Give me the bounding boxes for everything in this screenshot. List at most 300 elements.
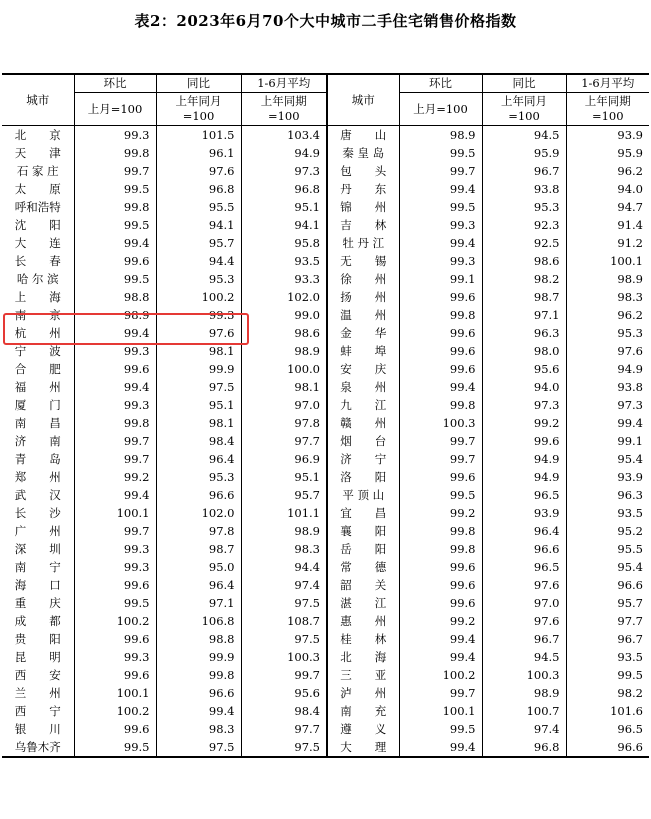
mom-value: 99.6 [74, 576, 156, 594]
mom-value: 100.2 [74, 702, 156, 720]
avg-value: 97.5 [241, 594, 327, 612]
mom-value: 100.3 [399, 414, 482, 432]
table-row [2, 306, 649, 324]
yoy-value: 94.9 [482, 450, 566, 468]
avg-value: 95.8 [241, 234, 327, 252]
city-name: 惠 州 [327, 612, 399, 630]
table-row [2, 180, 649, 198]
mom-value: 99.4 [399, 738, 482, 757]
avg-value: 97.4 [241, 576, 327, 594]
yoy-value: 96.6 [482, 540, 566, 558]
avg-value: 97.3 [241, 162, 327, 180]
yoy-value: 100.3 [482, 666, 566, 684]
yoy-value: 94.9 [482, 468, 566, 486]
mom-value: 100.1 [74, 684, 156, 702]
avg-value: 96.2 [566, 306, 649, 324]
yoy-value: 93.9 [482, 504, 566, 522]
mom-value: 99.6 [399, 360, 482, 378]
table-row [2, 684, 649, 702]
mom-value: 99.8 [74, 144, 156, 162]
city-name: 乌鲁木齐 [14, 740, 61, 754]
avg-value: 95.1 [241, 468, 327, 486]
avg-value: 99.1 [566, 432, 649, 450]
city-name: 杭 州 [14, 326, 61, 340]
avg-value: 96.3 [566, 486, 649, 504]
avg-value: 97.6 [566, 342, 649, 360]
avg-value: 91.4 [566, 216, 649, 234]
mom-value: 100.1 [74, 504, 156, 522]
yoy-value: 98.4 [156, 432, 241, 450]
mom-value: 99.5 [74, 180, 156, 198]
mom-value: 99.4 [399, 378, 482, 396]
yoy-value: 96.4 [156, 576, 241, 594]
city-name: 大 理 [327, 738, 399, 757]
yoy-value: 93.8 [482, 180, 566, 198]
mom-value: 99.4 [74, 234, 156, 252]
mom-value: 99.5 [74, 216, 156, 234]
yoy-value: 98.9 [482, 684, 566, 702]
mom-value: 99.6 [399, 342, 482, 360]
mom-value: 99.6 [74, 720, 156, 738]
table-row [2, 414, 649, 432]
avg-value: 101.6 [566, 702, 649, 720]
table-row [2, 342, 649, 360]
header-mom: 环比 [74, 74, 156, 93]
mom-value: 98.8 [74, 288, 156, 306]
city-name: 银 川 [14, 722, 61, 736]
mom-value: 99.4 [399, 180, 482, 198]
mom-value: 99.7 [74, 522, 156, 540]
yoy-value: 100.7 [482, 702, 566, 720]
avg-value: 100.3 [241, 648, 327, 666]
table-row [2, 126, 649, 145]
avg-value: 99.5 [566, 666, 649, 684]
header-yoy-base-right: 上年同月 =100 [482, 93, 566, 126]
mom-value: 99.3 [399, 216, 482, 234]
mom-value: 99.3 [74, 558, 156, 576]
mom-value: 99.5 [74, 594, 156, 612]
yoy-value: 95.0 [156, 558, 241, 576]
city-name: 安 庆 [327, 360, 399, 378]
mom-value: 99.4 [74, 324, 156, 342]
avg-value: 98.4 [241, 702, 327, 720]
header-yoy-right: 同比 [482, 74, 566, 93]
table-row [2, 720, 649, 738]
city-name: 泸 州 [327, 684, 399, 702]
city-name: 蚌 埠 [327, 342, 399, 360]
yoy-value: 95.3 [156, 270, 241, 288]
city-name: 呼和浩特 [14, 200, 61, 214]
mom-value: 99.4 [399, 648, 482, 666]
mom-value: 99.6 [399, 576, 482, 594]
city-name: 秦 皇 岛 [327, 144, 399, 162]
header-avg-base: 上年同期 =100 [241, 93, 327, 126]
avg-value: 94.0 [566, 180, 649, 198]
city-name: 九 江 [327, 396, 399, 414]
yoy-value: 99.6 [482, 432, 566, 450]
yoy-value: 96.4 [482, 522, 566, 540]
mom-value: 99.7 [74, 432, 156, 450]
yoy-value: 98.8 [156, 630, 241, 648]
mom-value: 100.2 [74, 612, 156, 630]
avg-value: 97.7 [241, 720, 327, 738]
yoy-value: 101.5 [156, 126, 241, 145]
city-name: 金 华 [327, 324, 399, 342]
yoy-value: 98.7 [482, 288, 566, 306]
avg-value: 95.4 [566, 558, 649, 576]
avg-value: 95.2 [566, 522, 649, 540]
avg-value: 94.1 [241, 216, 327, 234]
header-mom-base-right: 上月=100 [399, 93, 482, 126]
mom-value: 99.5 [74, 738, 156, 757]
yoy-value: 97.5 [156, 738, 241, 757]
city-name: 武 汉 [14, 488, 61, 502]
yoy-value: 96.4 [156, 450, 241, 468]
avg-value: 98.2 [566, 684, 649, 702]
avg-value: 95.6 [241, 684, 327, 702]
city-name: 徐 州 [327, 270, 399, 288]
header-avg-right: 1-6月平均 [566, 74, 649, 93]
table-row [2, 486, 649, 504]
mom-value: 99.3 [74, 126, 156, 145]
mom-value: 99.6 [74, 666, 156, 684]
mom-value: 99.2 [74, 468, 156, 486]
city-name: 西 安 [14, 668, 61, 682]
yoy-value: 95.1 [156, 396, 241, 414]
table-row [2, 252, 649, 270]
yoy-value: 94.1 [156, 216, 241, 234]
mom-value: 99.7 [74, 162, 156, 180]
table-row [2, 324, 649, 342]
city-name: 沈 阳 [14, 218, 61, 232]
avg-value: 93.3 [241, 270, 327, 288]
yoy-value: 95.3 [156, 468, 241, 486]
avg-value: 93.8 [566, 378, 649, 396]
yoy-value: 99.8 [156, 666, 241, 684]
yoy-value: 95.9 [482, 144, 566, 162]
yoy-value: 96.8 [482, 738, 566, 757]
mom-value: 99.5 [399, 198, 482, 216]
city-name: 包 头 [327, 162, 399, 180]
table-row [2, 360, 649, 378]
mom-value: 99.8 [399, 396, 482, 414]
city-name: 温 州 [327, 306, 399, 324]
yoy-value: 96.7 [482, 630, 566, 648]
mom-value: 99.8 [74, 198, 156, 216]
avg-value: 97.7 [241, 432, 327, 450]
mom-value: 98.9 [74, 306, 156, 324]
mom-value: 99.7 [399, 432, 482, 450]
city-name: 无 锡 [327, 252, 399, 270]
header-yoy-base: 上年同月 =100 [156, 93, 241, 126]
city-name: 北 京 [14, 128, 61, 142]
avg-value: 97.8 [241, 414, 327, 432]
city-name: 扬 州 [327, 288, 399, 306]
yoy-value: 95.3 [482, 198, 566, 216]
mom-value: 99.8 [74, 414, 156, 432]
city-name: 牡 丹 江 [327, 234, 399, 252]
city-name: 海 口 [14, 578, 61, 592]
avg-value: 96.8 [241, 180, 327, 198]
mom-value: 100.2 [399, 666, 482, 684]
table-row [2, 432, 649, 450]
mom-value: 99.6 [399, 468, 482, 486]
city-name: 北 海 [327, 648, 399, 666]
city-name: 济 宁 [327, 450, 399, 468]
table-row [2, 144, 649, 162]
city-name: 常 德 [327, 558, 399, 576]
city-name: 遵 义 [327, 720, 399, 738]
yoy-value: 95.5 [156, 198, 241, 216]
avg-value: 98.3 [566, 288, 649, 306]
city-name: 贵 阳 [14, 632, 61, 646]
yoy-value: 100.2 [156, 288, 241, 306]
avg-value: 98.3 [241, 540, 327, 558]
avg-value: 95.7 [566, 594, 649, 612]
mom-value: 99.3 [74, 540, 156, 558]
mom-value: 99.4 [74, 486, 156, 504]
avg-value: 99.4 [566, 414, 649, 432]
avg-value: 95.7 [241, 486, 327, 504]
avg-value: 98.6 [241, 324, 327, 342]
yoy-value: 98.7 [156, 540, 241, 558]
city-name: 哈 尔 滨 [16, 272, 59, 286]
table-row [2, 540, 649, 558]
table-row [2, 450, 649, 468]
avg-value: 96.6 [566, 738, 649, 757]
yoy-value: 94.5 [482, 126, 566, 145]
mom-value: 99.3 [74, 648, 156, 666]
avg-value: 96.6 [566, 576, 649, 594]
yoy-value: 106.8 [156, 612, 241, 630]
mom-value: 99.4 [399, 630, 482, 648]
avg-value: 101.1 [241, 504, 327, 522]
city-name: 长 春 [14, 254, 61, 268]
city-name: 大 连 [14, 236, 61, 250]
city-name: 深 圳 [14, 542, 61, 556]
avg-value: 102.0 [241, 288, 327, 306]
avg-value: 95.5 [566, 540, 649, 558]
avg-value: 93.5 [241, 252, 327, 270]
mom-value: 99.6 [74, 252, 156, 270]
city-name: 广 州 [14, 524, 61, 538]
header-city: 城市 [2, 74, 74, 126]
table-row [2, 612, 649, 630]
yoy-value: 94.4 [156, 252, 241, 270]
header-yoy: 同比 [156, 74, 241, 93]
yoy-value: 97.4 [482, 720, 566, 738]
yoy-value: 97.6 [482, 576, 566, 594]
yoy-value: 98.1 [156, 414, 241, 432]
city-name: 天 津 [14, 146, 61, 160]
mom-value: 99.3 [399, 252, 482, 270]
table-row [2, 378, 649, 396]
avg-value: 108.7 [241, 612, 327, 630]
mom-value: 99.4 [74, 378, 156, 396]
yoy-value: 98.1 [156, 342, 241, 360]
table-row [2, 216, 649, 234]
avg-value: 97.7 [566, 612, 649, 630]
avg-value: 97.5 [241, 630, 327, 648]
avg-value: 96.2 [566, 162, 649, 180]
yoy-value: 99.9 [156, 648, 241, 666]
avg-value: 98.9 [566, 270, 649, 288]
avg-value: 93.5 [566, 504, 649, 522]
city-name: 泉 州 [327, 378, 399, 396]
yoy-value: 96.5 [482, 558, 566, 576]
mom-value: 99.6 [399, 558, 482, 576]
avg-value: 95.9 [566, 144, 649, 162]
city-name: 唐 山 [327, 126, 399, 145]
city-name: 福 州 [14, 380, 61, 394]
city-name: 太 原 [14, 182, 61, 196]
city-name: 重 庆 [14, 596, 61, 610]
yoy-value: 97.1 [482, 306, 566, 324]
yoy-value: 98.2 [482, 270, 566, 288]
mom-value: 99.7 [399, 162, 482, 180]
yoy-value: 94.0 [482, 378, 566, 396]
yoy-value: 97.6 [156, 324, 241, 342]
mom-value: 99.6 [399, 288, 482, 306]
header-city-right: 城市 [327, 74, 399, 126]
yoy-value: 92.3 [482, 216, 566, 234]
yoy-value: 97.8 [156, 522, 241, 540]
city-name: 桂 林 [327, 630, 399, 648]
city-name: 成 都 [14, 614, 61, 628]
avg-value: 95.3 [566, 324, 649, 342]
avg-value: 95.1 [241, 198, 327, 216]
city-name: 南 充 [327, 702, 399, 720]
avg-value: 96.9 [241, 450, 327, 468]
mom-value: 99.8 [399, 522, 482, 540]
city-name: 昆 明 [14, 650, 61, 664]
city-name: 吉 林 [327, 216, 399, 234]
yoy-value: 96.1 [156, 144, 241, 162]
city-name: 韶 关 [327, 576, 399, 594]
avg-value: 98.9 [241, 342, 327, 360]
city-name: 三 亚 [327, 666, 399, 684]
city-name: 长 沙 [14, 506, 61, 520]
table-row [2, 666, 649, 684]
avg-value: 103.4 [241, 126, 327, 145]
yoy-value: 102.0 [156, 504, 241, 522]
yoy-value: 94.5 [482, 648, 566, 666]
avg-value: 97.5 [241, 738, 327, 757]
city-name: 襄 阳 [327, 522, 399, 540]
price-index-table [2, 73, 649, 758]
avg-value: 97.0 [241, 396, 327, 414]
yoy-value: 97.3 [482, 396, 566, 414]
city-name: 石 家 庄 [16, 164, 59, 178]
yoy-value: 96.5 [482, 486, 566, 504]
mom-value: 99.6 [74, 360, 156, 378]
mom-value: 99.6 [399, 594, 482, 612]
city-name: 洛 阳 [327, 468, 399, 486]
avg-value: 94.4 [241, 558, 327, 576]
mom-value: 99.7 [399, 450, 482, 468]
yoy-value: 92.5 [482, 234, 566, 252]
table-row [2, 270, 649, 288]
city-name: 赣 州 [327, 414, 399, 432]
avg-value: 94.9 [566, 360, 649, 378]
city-name: 锦 州 [327, 198, 399, 216]
table-row [2, 630, 649, 648]
yoy-value: 96.6 [156, 486, 241, 504]
yoy-value: 95.6 [482, 360, 566, 378]
yoy-value: 98.0 [482, 342, 566, 360]
header-mom-right: 环比 [399, 74, 482, 93]
city-name: 西 宁 [14, 704, 61, 718]
city-name: 南 京 [14, 308, 61, 322]
table-row [2, 522, 649, 540]
city-name: 湛 江 [327, 594, 399, 612]
header-mom-base: 上月=100 [74, 93, 156, 126]
avg-value: 96.5 [566, 720, 649, 738]
mom-value: 99.5 [74, 270, 156, 288]
table-row [2, 594, 649, 612]
mom-value: 98.9 [399, 126, 482, 145]
mom-value: 99.1 [399, 270, 482, 288]
city-name: 烟 台 [327, 432, 399, 450]
table-row [2, 162, 649, 180]
city-name: 青 岛 [14, 452, 61, 466]
table-row [2, 702, 649, 720]
city-name: 南 宁 [14, 560, 61, 574]
city-name: 南 昌 [14, 416, 61, 430]
yoy-value: 97.0 [482, 594, 566, 612]
table-row [2, 504, 649, 522]
avg-value: 95.4 [566, 450, 649, 468]
yoy-value: 95.7 [156, 234, 241, 252]
yoy-value: 99.9 [156, 360, 241, 378]
city-name: 上 海 [14, 290, 61, 304]
yoy-value: 98.3 [156, 720, 241, 738]
header-avg: 1-6月平均 [241, 74, 327, 93]
city-name: 岳 阳 [327, 540, 399, 558]
avg-value: 99.0 [241, 306, 327, 324]
mom-value: 99.8 [399, 306, 482, 324]
header-avg-base-right: 上年同期 =100 [566, 93, 649, 126]
table-row [2, 234, 649, 252]
mom-value: 99.3 [74, 342, 156, 360]
mom-value: 99.5 [399, 486, 482, 504]
avg-value: 96.7 [566, 630, 649, 648]
yoy-value: 99.2 [482, 414, 566, 432]
city-name: 兰 州 [14, 686, 61, 700]
table-row [2, 648, 649, 666]
avg-value: 93.5 [566, 648, 649, 666]
avg-value: 93.9 [566, 126, 649, 145]
city-name: 厦 门 [14, 398, 61, 412]
table-row [2, 198, 649, 216]
mom-value: 99.2 [399, 504, 482, 522]
yoy-value: 96.3 [482, 324, 566, 342]
mom-value: 99.7 [399, 684, 482, 702]
mom-value: 99.3 [74, 396, 156, 414]
mom-value: 99.5 [399, 720, 482, 738]
avg-value: 93.9 [566, 468, 649, 486]
avg-value: 98.1 [241, 378, 327, 396]
table-row [2, 576, 649, 594]
avg-value: 94.7 [566, 198, 649, 216]
yoy-value: 96.8 [156, 180, 241, 198]
avg-value: 94.9 [241, 144, 327, 162]
city-name: 丹 东 [327, 180, 399, 198]
yoy-value: 96.6 [156, 684, 241, 702]
avg-value: 99.7 [241, 666, 327, 684]
table-title: 表2：2023年6月70个大中城市二手住宅销售价格指数 [134, 12, 517, 30]
table-row [2, 468, 649, 486]
